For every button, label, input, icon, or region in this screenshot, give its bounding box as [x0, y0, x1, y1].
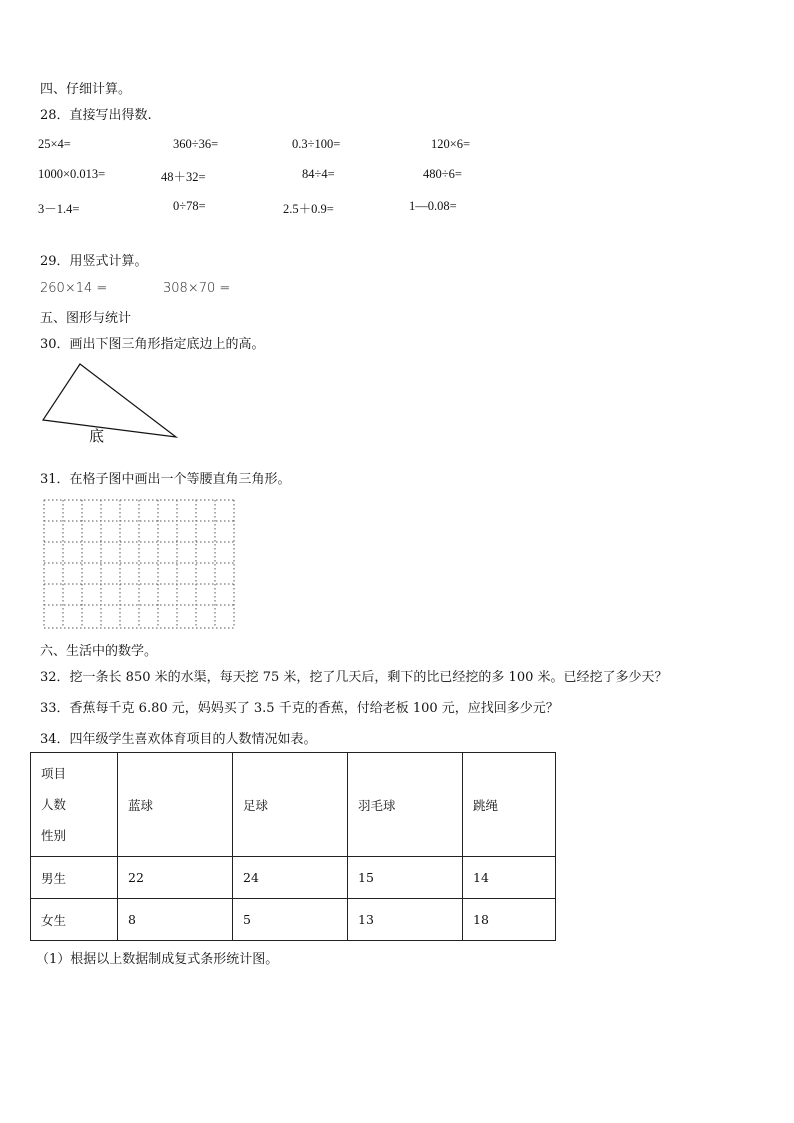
calc-item: 360÷36=	[173, 137, 219, 151]
table-cell: 13	[348, 899, 463, 941]
calc-item: 84÷4=	[302, 167, 335, 181]
dotted-grid	[42, 497, 238, 631]
column-header: 跳绳	[463, 753, 556, 857]
vertical-calc-item: 308×70 =	[163, 281, 231, 296]
triangle-figure	[36, 356, 186, 448]
corner-label-count: 人数	[41, 797, 67, 812]
question-33-text: 33．香蕉每千克 6.80 元，妈妈买了 3.5 千克的香蕉，付给老板 100 元，应找回多少元？	[40, 701, 559, 716]
column-header: 蓝球	[118, 753, 233, 857]
section-5-title: 五、图形与统计	[40, 311, 132, 326]
corner-label-gender: 性别	[41, 828, 67, 843]
corner-label-project: 项目	[41, 766, 67, 781]
table-row	[31, 857, 556, 899]
vertical-calc-item: 260×14 =	[40, 281, 108, 296]
column-header: 足球	[233, 753, 348, 857]
question-30-label: 30．画出下图三角形指定底边上的高。	[40, 337, 265, 352]
table-row	[31, 899, 556, 941]
calc-item: 1000×0.013=	[38, 167, 106, 181]
base-label: 底	[89, 427, 105, 445]
table-header-row	[31, 753, 556, 857]
calc-item: 120×6=	[431, 137, 471, 151]
section-4-title: 四、仔细计算。	[40, 82, 132, 97]
table-corner-header	[31, 753, 118, 857]
question-31-label: 31．在格子图中画出一个等腰直角三角形。	[40, 472, 291, 487]
sports-table	[30, 752, 556, 941]
question-32-text: 32．挖一条长 850 米的水渠，每天挖 75 米，挖了几天后，剩下的比已经挖的多 100 米。已经挖了多少天？	[40, 670, 668, 685]
column-header: 羽毛球	[348, 753, 463, 857]
row-header: 女生	[31, 899, 118, 941]
calc-item: 48＋32=	[161, 170, 206, 184]
row-header: 男生	[31, 857, 118, 899]
table-cell: 14	[463, 857, 556, 899]
table-cell: 22	[118, 857, 233, 899]
table-cell: 18	[463, 899, 556, 941]
calc-item: 480÷6=	[423, 167, 462, 181]
table-cell: 8	[118, 899, 233, 941]
question-28-label: 28．直接写出得数.	[40, 108, 152, 123]
section-6-title: 六、生活中的数学。	[40, 644, 158, 659]
calc-item: 3－1.4=	[38, 202, 80, 216]
question-34-sub1: （1）根据以上数据制成复式条形统计图。	[36, 952, 279, 967]
table-cell: 5	[233, 899, 348, 941]
calc-item: 0.3÷100=	[292, 137, 341, 151]
question-29-label: 29．用竖式计算。	[40, 254, 148, 269]
table-cell: 15	[348, 857, 463, 899]
calc-item: 2.5＋0.9=	[283, 202, 334, 216]
question-34-label: 34．四年级学生喜欢体育项目的人数情况如表。	[40, 732, 317, 747]
calc-item: 0÷78=	[173, 199, 206, 213]
table-cell: 24	[233, 857, 348, 899]
calc-item: 25×4=	[38, 137, 71, 151]
calc-item: 1—0.08=	[409, 199, 457, 213]
